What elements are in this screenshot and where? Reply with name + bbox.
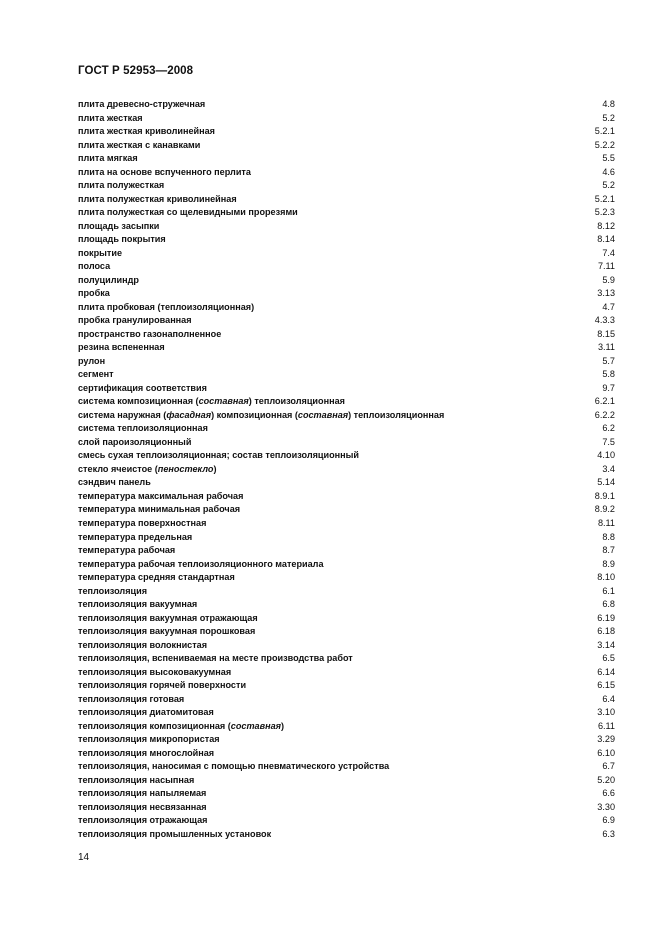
- index-term: [78, 517, 206, 531]
- index-term: [78, 679, 246, 693]
- index-entry: [78, 436, 615, 450]
- index-term-text: пространство газонаполненное: [78, 328, 222, 339]
- index-reference: 4.3.3: [594, 315, 615, 326]
- index-entry: [78, 625, 615, 639]
- index-reference: 3.10: [597, 707, 615, 718]
- index-reference: 6.19: [597, 612, 615, 623]
- index-term-text: теплоизоляция: [78, 585, 147, 596]
- index-term: [78, 531, 192, 545]
- index-term: [78, 801, 207, 815]
- index-term: [78, 382, 207, 396]
- index-term-text: теплоизоляция вакуумная порошковая: [78, 626, 256, 637]
- index-term-text: ) композиционная (: [211, 409, 298, 420]
- index-entry: [78, 706, 615, 720]
- index-entry: [78, 355, 615, 369]
- index-reference: 6.3: [602, 828, 615, 839]
- index-reference: 3.29: [597, 734, 615, 745]
- index-term-text: теплоизоляция готовая: [78, 693, 185, 704]
- index-reference: 6.4: [602, 693, 615, 704]
- index-term-text: плита полужесткая криволинейная: [78, 193, 237, 204]
- index-entry: [78, 612, 615, 626]
- index-entry: [78, 558, 615, 572]
- index-reference: 4.6: [602, 166, 615, 177]
- index-reference: 3.13: [597, 288, 615, 299]
- index-reference: 6.10: [597, 747, 615, 758]
- index-term-text: система наружная (: [78, 409, 167, 420]
- index-reference: 6.8: [602, 599, 615, 610]
- index-term-text: система композиционная (: [78, 396, 199, 407]
- index-term: [78, 720, 284, 734]
- index-term: [78, 571, 235, 585]
- index-reference: 8.14: [597, 234, 615, 245]
- index-term-text: система теплоизоляционная: [78, 423, 208, 434]
- index-term: [78, 652, 353, 666]
- index-reference: 5.8: [602, 369, 615, 380]
- index-term-text: теплоизоляция микропористая: [78, 734, 220, 745]
- index-term: [78, 368, 114, 382]
- index-term-text: температура средняя стандартная: [78, 572, 235, 583]
- index-term: [78, 449, 359, 463]
- index-term-text: сегмент: [78, 369, 114, 380]
- index-term-italic: пеностекло: [157, 463, 214, 474]
- index-term-text: ): [213, 463, 217, 474]
- index-term: [78, 476, 151, 490]
- index-term-text: плита древесно-стружечная: [78, 99, 206, 109]
- index-term: [78, 125, 215, 139]
- index-term-text: покрытие: [78, 247, 123, 258]
- index-term: [78, 625, 255, 639]
- index-reference: 9.7: [602, 382, 615, 393]
- index-term: [78, 787, 206, 801]
- index-term: [78, 193, 237, 207]
- index-reference: 5.2: [602, 112, 615, 123]
- index-term: [78, 733, 220, 747]
- index-entry: [78, 544, 615, 558]
- index-entry: [78, 247, 615, 261]
- index-term-italic: составная: [230, 720, 282, 731]
- index-entry: [78, 463, 615, 477]
- index-entry: [78, 449, 615, 463]
- index-entry: [78, 679, 615, 693]
- index-reference: 6.2: [602, 423, 615, 434]
- index-term-italic: составная: [297, 409, 349, 420]
- index-term-text: рулон: [78, 355, 106, 366]
- index-entry: [78, 422, 615, 436]
- index-reference: 6.18: [597, 626, 615, 637]
- index-reference: 8.12: [597, 220, 615, 231]
- index-reference: 4.8: [602, 99, 615, 109]
- index-term-text: смесь сухая теплоизоляционная; состав теплоизоляционный: [78, 450, 359, 461]
- index-entry: [78, 652, 615, 666]
- index-reference: 6.6: [602, 788, 615, 799]
- index-term: [78, 463, 216, 477]
- index-reference: 6.9: [602, 815, 615, 826]
- index-entry: [78, 503, 615, 517]
- index-term-text: теплоизоляция волокнистая: [78, 639, 208, 650]
- index-reference: 5.2.1: [594, 126, 615, 137]
- index-term-text: теплоизоляция, вспениваемая на месте производства работ: [78, 653, 353, 664]
- index-term-text: плита жесткая с канавками: [78, 139, 201, 150]
- index-term: [78, 409, 444, 423]
- index-entry: [78, 206, 615, 220]
- index-term-text: плита полужесткая со щелевидными прорезями: [78, 207, 298, 218]
- index-term: [78, 503, 240, 517]
- index-entry: [78, 382, 615, 396]
- index-term-text: ): [281, 720, 285, 731]
- index-term-text: теплоизоляция, наносимая с помощью пневматического устройства: [78, 761, 390, 772]
- index-entry: [78, 639, 615, 653]
- index-term: [78, 666, 231, 680]
- index-term-text: теплоизоляция отражающая: [78, 815, 208, 826]
- index-reference: 6.15: [597, 680, 615, 691]
- index-reference: 6.1: [602, 585, 615, 596]
- index-reference: 7.4: [602, 247, 615, 258]
- index-reference: 5.2.2: [594, 139, 615, 150]
- index-term: [78, 774, 194, 788]
- index-term-text: площадь покрытия: [78, 234, 166, 245]
- index-term-text: пробка: [78, 288, 110, 299]
- index-term: [78, 760, 389, 774]
- index-term: [78, 747, 214, 761]
- index-entry: [78, 801, 615, 815]
- index-term: [78, 179, 164, 193]
- index-term-text: площадь засыпки: [78, 220, 160, 231]
- index-term-text: температура максимальная рабочая: [78, 490, 244, 501]
- index-entry: [78, 166, 615, 180]
- index-entry: [78, 220, 615, 234]
- index-entry: [78, 787, 615, 801]
- index-entry: [78, 368, 615, 382]
- index-term: [78, 341, 165, 355]
- index-term-text: температура минимальная рабочая: [78, 504, 241, 515]
- index-reference: 6.14: [597, 666, 615, 677]
- index-term-text: плита мягкая: [78, 153, 138, 164]
- index-term-italic: составная: [198, 396, 249, 407]
- index-entry: [78, 341, 615, 355]
- index-term: [78, 328, 221, 342]
- index-term: [78, 139, 200, 153]
- index-entry: [78, 395, 615, 409]
- index-reference: 5.5: [602, 153, 615, 164]
- index-term-text: теплоизоляция напыляемая: [78, 788, 207, 799]
- index-entry: [78, 720, 615, 734]
- index-term-text: резина вспененная: [78, 342, 165, 353]
- index-term: [78, 558, 324, 572]
- index-term-text: теплоизоляция горячей поверхности: [78, 680, 247, 691]
- index-entry: [78, 476, 615, 490]
- index-entry: [78, 693, 615, 707]
- index-reference: 5.2: [602, 180, 615, 191]
- index-entry: [78, 760, 615, 774]
- index-entry: [78, 328, 615, 342]
- index-entry: [78, 828, 615, 842]
- index-term: [78, 247, 122, 261]
- index-term: [78, 274, 139, 288]
- index-term: [78, 220, 159, 234]
- index-term: [78, 422, 208, 436]
- index-term-text: ) теплоизоляционная: [348, 409, 445, 420]
- index-term-text: теплоизоляция многослойная: [78, 747, 215, 758]
- index-reference: 5.14: [597, 477, 615, 488]
- index-entry: [78, 125, 615, 139]
- index-entry: [78, 571, 615, 585]
- index-entry: [78, 733, 615, 747]
- index-reference: 8.9: [602, 558, 615, 569]
- index-term-text: теплоизоляция композиционная (: [78, 720, 231, 731]
- index-reference: 5.9: [602, 274, 615, 285]
- index-term: [78, 314, 192, 328]
- index-term-text: теплоизоляция вакуумная: [78, 599, 198, 610]
- index-term: [78, 112, 143, 126]
- index-term: [78, 395, 345, 409]
- index-term-text: сэндвич панель: [78, 477, 151, 488]
- index-entry: [78, 179, 615, 193]
- index-term-text: сертификация соответствия: [78, 382, 207, 393]
- index-reference: 8.7: [602, 545, 615, 556]
- index-reference: 3.4: [602, 463, 615, 474]
- index-term: [78, 585, 147, 599]
- index-term: [78, 814, 207, 828]
- index-term-italic: фасадная: [166, 409, 212, 420]
- index-entry: [78, 233, 615, 247]
- index-entry: [78, 287, 615, 301]
- index-entry: [78, 531, 615, 545]
- index-entry: [78, 301, 615, 315]
- index-term: [78, 706, 214, 720]
- index-term-text: теплоизоляция промышленных установок: [78, 828, 272, 839]
- index-entry: [78, 585, 615, 599]
- index-reference: 3.14: [597, 639, 615, 650]
- index-reference: 5.2.1: [594, 193, 615, 204]
- index-term: [78, 598, 197, 612]
- index-term-text: теплоизоляция высоковакуумная: [78, 666, 232, 677]
- index-term: [78, 612, 258, 626]
- index-reference: 5.2.3: [594, 207, 615, 218]
- index-term: [78, 233, 166, 247]
- index-entry: [78, 193, 615, 207]
- index-term-text: температура поверхностная: [78, 517, 207, 528]
- index-term: [78, 490, 243, 504]
- index-term: [78, 436, 191, 450]
- index-term-text: плита пробковая (теплоизоляционная): [78, 301, 255, 312]
- index-reference: 6.11: [597, 720, 615, 731]
- index-entry: [78, 112, 615, 126]
- index-entry: [78, 814, 615, 828]
- index-term: [78, 544, 175, 558]
- index-term: [78, 828, 271, 842]
- index-term: [78, 301, 254, 315]
- index-entry: [78, 152, 615, 166]
- index-entry: [78, 409, 615, 423]
- index-entry: [78, 598, 615, 612]
- index-reference: 8.9.1: [594, 490, 615, 501]
- index-list: [78, 98, 615, 841]
- page-number: 14: [78, 852, 90, 863]
- index-term-text: плита жесткая: [78, 112, 143, 123]
- index-term: [78, 693, 184, 707]
- index-reference: 8.11: [597, 517, 615, 528]
- index-entry: [78, 747, 615, 761]
- index-entry: [78, 314, 615, 328]
- index-reference: 6.5: [602, 653, 615, 664]
- index-term-text: пробка гранулированная: [78, 315, 192, 326]
- index-term-text: температура рабочая теплоизоляционного материала: [78, 558, 324, 569]
- index-reference: 6.2.2: [594, 409, 615, 420]
- index-term: [78, 98, 205, 112]
- index-term-text: плита на основе вспученного перлита: [78, 166, 251, 177]
- index-reference: 5.20: [597, 774, 615, 785]
- index-reference: 8.10: [597, 572, 615, 583]
- index-entry: [78, 490, 615, 504]
- index-term-text: плита жесткая криволинейная: [78, 126, 215, 137]
- index-term-text: стекло ячеистое (: [78, 463, 158, 474]
- index-entry: [78, 517, 615, 531]
- index-reference: 6.2.1: [594, 396, 615, 407]
- index-term-text: полуцилиндр: [78, 274, 139, 285]
- index-term-text: теплоизоляция диатомитовая: [78, 707, 214, 718]
- index-reference: 4.10: [597, 450, 615, 461]
- index-reference: 8.8: [602, 531, 615, 542]
- index-term: [78, 287, 110, 301]
- page-header: ГОСТ Р 52953—2008: [78, 65, 194, 77]
- index-entry: [78, 666, 615, 680]
- index-entry: [78, 774, 615, 788]
- index-term-text: ) теплоизоляционная: [248, 396, 345, 407]
- index-reference: 3.30: [597, 801, 615, 812]
- index-reference: 8.9.2: [594, 504, 615, 515]
- index-term: [78, 639, 207, 653]
- index-reference: 6.7: [602, 761, 615, 772]
- index-reference: 7.11: [597, 261, 615, 272]
- index-reference: 3.11: [597, 342, 615, 353]
- index-reference: 5.7: [602, 355, 615, 366]
- index-term: [78, 152, 138, 166]
- index-entry: [78, 260, 615, 274]
- index-term-text: плита полужесткая: [78, 180, 165, 191]
- index-entry: [78, 139, 615, 153]
- index-term-text: теплоизоляция вакуумная отражающая: [78, 612, 258, 623]
- index-term-text: температура рабочая: [78, 545, 176, 556]
- index-term: [78, 355, 105, 369]
- index-term-text: теплоизоляция несвязанная: [78, 801, 207, 812]
- index-term-text: температура предельная: [78, 531, 193, 542]
- index-entry: [78, 98, 615, 112]
- index-entry: [78, 274, 615, 288]
- index-term-text: теплоизоляция насыпная: [78, 774, 195, 785]
- index-reference: 4.7: [602, 301, 615, 312]
- index-term: [78, 260, 110, 274]
- index-term-text: полоса: [78, 261, 111, 272]
- index-reference: 7.5: [602, 436, 615, 447]
- index-term: [78, 206, 298, 220]
- index-term: [78, 166, 251, 180]
- index-term-text: слой пароизоляционный: [78, 436, 192, 447]
- index-reference: 8.15: [597, 328, 615, 339]
